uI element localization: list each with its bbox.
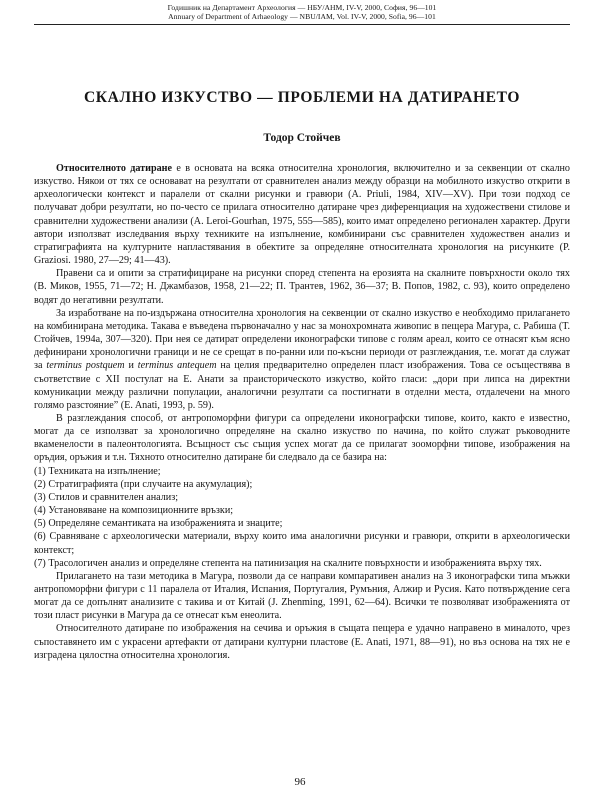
list-item: (4) Установяване на композиционните връзки; (34, 505, 234, 517)
list-item: (3) Стилов и сравнителен анализ; (34, 491, 179, 503)
criteria-list (34, 465, 570, 570)
term-antequem: terminus antequem (137, 360, 217, 372)
running-head-bg: Годишник на Департамент Археология — НБУ/АНМ, IV-V, 2000, София, 96—101 (167, 3, 437, 12)
paragraph-relative-dating (34, 162, 570, 267)
paragraph-text: За изработване на по-издържана относителна хронология на секвенции от скално изкуство е необходимо прилагането на комбинирана методика. Такава е въведена първоначално у нас за монохромната живопис в пещера Магура, с. Рабиша (Т. Стойчев, 1994а, 307—320). При нея се датират определени иконографски типове с голям ареал, които се отнасят към ясно дефинирани хронологични граници и не се срещат в по-ранни или по-късни периоди от разглеждания, т.е. могат да служат за (34, 307, 570, 372)
paragraph-text: и (124, 360, 138, 372)
paragraph-text: е в основата на всяка относителна хронология, включително и за секвенции от скално изкуство. Някои от тях се основават на резултати от сравнителен анализ между образци на мобилното изкуство открити в археологически контекст и паралели от скални рисунки и гравюри (A. Priuli, 1984, XIV—XV). При този подход се получават добри резултати, но по-често се прилага относително датиране чрез диференциация на художествени стилове и сравнителни художествени анализи (A. Leroi-Gourhan, 1975, 555—585), които имат определено регионален характер. Други автори използват изследвания върху техниките на изпълнение, комбинирани със сравнителен художествен анализ и стратиграфията на културните напластявания в обектите за определяне относителната хронология на рисунките (P. Graziosi. 1980, 27—29; 41—43). (34, 163, 570, 267)
paragraph-magura-analysis: Прилагането на тази методика в Магура, позволи да се направи компаративен анализ на 3 иконографски типа мъжки антропоморфни фигури с 11 паралела от Италия, Испания, Португалия, Румъния, Алжир и Русия. Като потвърждение сега могат да се допълнят анализите с такива и от Китай (J. Zhenming, 1991, 62—64). Всички те позволяват изображенията от този пласт рисунки в Магура да се отнесат към енеолита. (34, 570, 570, 622)
running-head (34, 3, 570, 21)
list-item: (7) Трасологичен анализ и определяне степента на патинизация на скалните повърхности и изображенията върху тях. (34, 557, 542, 569)
paragraph-iconographic-types: В разглеждания способ, от антропоморфни фигури са определени иконографски типове, които, както е известно, могат да се използват за хронологично определяне на скално изкуство по начина, по който служат ръководните вкаменелости в палеонтологията. Всъщност със същия успех могат да се прилагат зооморфни типове, изображения на оръдия, оръжия и т.н. Тяхното относително датиране би следвало да се базира на: (34, 412, 570, 464)
header-rule (34, 24, 570, 25)
page-number: 96 (294, 776, 306, 788)
list-item: (2) Стратиграфията (при случаите на акумулация); (34, 478, 253, 490)
term-postquem: terminus postquem (46, 360, 125, 372)
article-title: СКАЛНО ИЗКУСТВО — ПРОБЛЕМИ НА ДАТИРАНЕТО (84, 89, 520, 106)
list-item: (5) Определяне семантиката на изображенията и знаците; (34, 518, 283, 530)
paragraph-erosion: Правени са и опити за стратифициране на рисунки според степента на ерозията на скалните повърхности около тях (В. Миков, 1955, 71—72; Н. Джамбазов, 1958, 21—22; П. Трантев, 1962, 36—37; В. Попов, 1982, с. 93), които определено водят до негативни резултати. (34, 268, 570, 306)
paragraph-tools-weapons: Относителното датиране по изображения на сечива и оръжия в същата пещера е удачно направено в миналото, чрез съпоставянето им с украсени артефакти от датирани културни пластове (E. Anati, 1971, 88—91), но въз основа на тях не е изградена цялостна относителна хронология. (34, 623, 570, 661)
paragraph-methodology (34, 307, 570, 412)
running-head-en: Annuary of Department of Arhaeology — NBU/IAM, Vol. IV-V, 2000, Sofia, 96—101 (168, 12, 436, 21)
article-body (34, 162, 570, 662)
paragraph-text: на целия предварително определен пласт изображения. Това се осъществява в съответствие с XII постулат на Е. Анати за праисторическото изкуство, който гласи: „дори при липса на директни комуникации между различни популации, аналогични резултати са постигнати в отделни места, отдалечени на много голямо разстояние” (E. Anati, 1993, p. 59). (34, 360, 570, 411)
list-item: (6) Сравняване с археологически материали, върху които има аналогични рисунки и гравюри, открити в археологически контекст; (34, 531, 570, 556)
list-item: (1) Техниката на изпълнение; (34, 465, 161, 477)
article-author: Тодор Стойчев (263, 132, 341, 144)
lead-term: Относителното датиране (56, 163, 172, 174)
